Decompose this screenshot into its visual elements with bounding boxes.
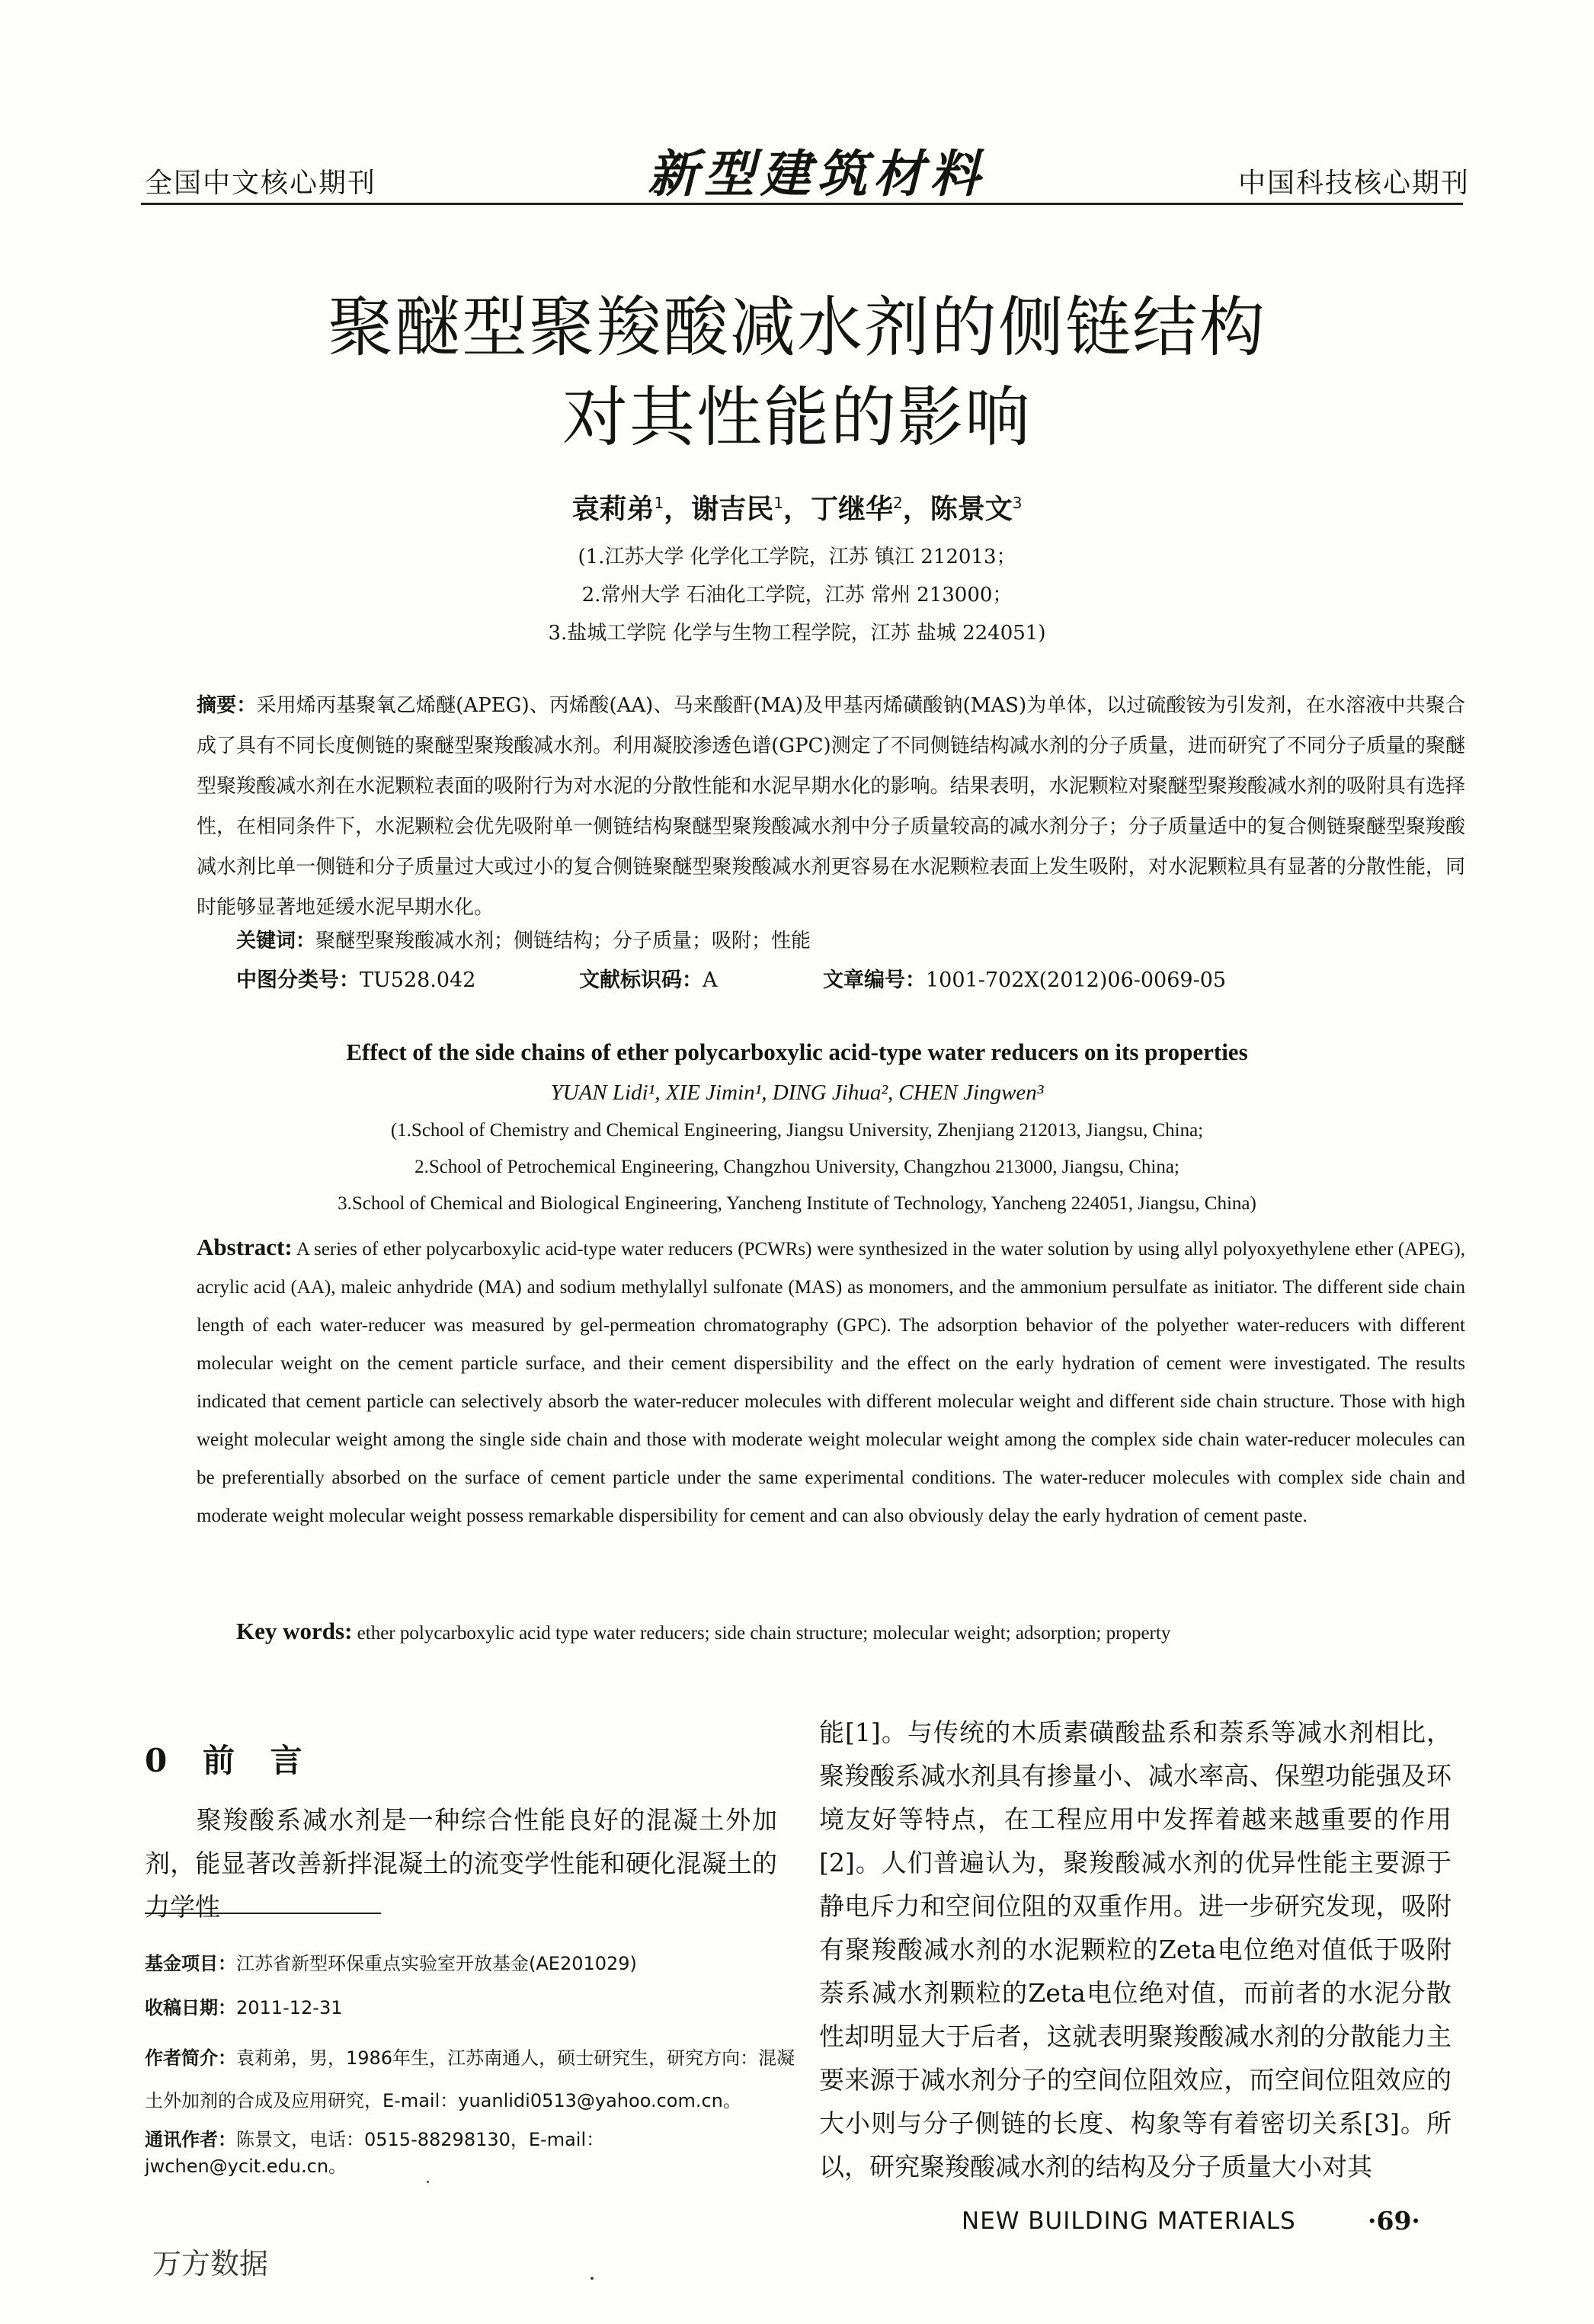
page-number: ·69· xyxy=(1368,2206,1420,2236)
document-code xyxy=(579,963,718,993)
author-list xyxy=(0,488,1594,527)
footnote-fund-text: 江苏省新型环保重点实验室开放基金(AE201029) xyxy=(236,1953,637,1974)
affiliation-line: 2.常州大学 石油化工学院，江苏 常州 213000； xyxy=(581,584,1013,607)
doc-code-label: 文献标识码： xyxy=(579,968,703,992)
author-affil-mark: 1 xyxy=(773,494,783,512)
keywords-cn-text: 聚醚型聚羧酸减水剂；侧链结构；分子质量；吸附；性能 xyxy=(315,930,811,952)
keywords-cn-label: 关键词： xyxy=(236,930,316,952)
author-name: 谢吉民 xyxy=(691,494,774,525)
footnote-corresponding-label: 通讯作者： xyxy=(145,2129,236,2150)
abstract-cn xyxy=(197,686,1465,928)
footnote-bio-label: 作者简介： xyxy=(145,2047,236,2069)
keywords-en-label: Key words: xyxy=(236,1618,353,1644)
body-paragraph-right: 能[1]。与传统的木质素磺酸盐系和萘系等减水剂相比，聚羧酸系减水剂具有掺量小、减水率高、保塑功能强及环境友好等特点，在工程应用中发挥着越来越重要的作用[2]。人们普遍认为，聚羧酸减水剂的优异性能主要源于静电斥力和空间位阻的双重作用。进一步研究发现，吸附有聚羧酸减水剂的水泥颗粒的Zeta电位绝对值低于吸附萘系减水剂颗粒的Zeta电位绝对值，而前者的水泥分散性却明显大于后者，这就表明聚羧酸减水剂的分散能力主要来源于减水剂分子的空间位阻效应，而空间位阻效应的大小则与分子侧链的长度、构象等有着密切关系[3]。所以，研究聚羧酸减水剂的结构及分子质量大小对其 xyxy=(819,1717,1452,2182)
footnote-fund-label: 基金项目： xyxy=(145,1953,236,1974)
clc-value: TU528.042 xyxy=(360,968,476,992)
article-number-label: 文章编号： xyxy=(823,968,926,992)
author-separator: ， xyxy=(783,494,811,525)
paper-title-line-1: 聚醚型聚羧酸减水剂的侧链结构 xyxy=(328,290,1266,366)
keywords-en xyxy=(236,1618,1467,1645)
paper-title-line-2: 对其性能的影响 xyxy=(562,379,1032,456)
abstract-en-label: Abstract: xyxy=(197,1234,293,1260)
affiliation-line: 3.盐城工学院 化学与生物工程学院，江苏 盐城 224051) xyxy=(548,622,1046,645)
header-right-label: 中国科技核心期刊 xyxy=(1238,168,1471,199)
journal-logo: 新型建筑材料 xyxy=(648,144,986,203)
header-left-label: 全国中文核心期刊 xyxy=(145,168,377,199)
author-separator: ， xyxy=(664,494,692,525)
footnote-bio-text: 袁莉弟，男，1986年生，江苏南通人，硕士研究生，研究方向：混凝土外加剂的合成及应用研究，E-mail：yuanlidi0513@yahoo.com.cn。 xyxy=(145,2047,795,2111)
author-name: 丁继华 xyxy=(811,494,894,525)
article-number-value: 1001-702X(2012)06-0069-05 xyxy=(926,968,1227,992)
footnote-received xyxy=(145,1993,800,2019)
article-number xyxy=(823,963,1226,993)
author-affil-mark: 3 xyxy=(1012,494,1023,512)
classification-number xyxy=(236,963,475,993)
affiliation-line: (1.江苏大学 化学化工学院，江苏 镇江 212013； xyxy=(578,546,1016,568)
abstract-cn-label: 摘要： xyxy=(197,694,257,717)
abstract-en-text: A series of ether polycarboxylic acid-type water reducers (PCWRs) were synthesized in the water solution by using allyl polyoxyethylene ether (APEG), acrylic acid (AA), maleic anhydride (MA) and sodium methylallyl sulfonate (MAS) as monomers, and the ammonium persulfate as initiator. The different side chain length of each water-reducer was measured by gel-permeation chromatography (GPC). The adsorption behavior of the polyether water-reducers with different molecular weight on the cement particle surface, and their cement dispersibility and the effect on the early hydration of cement were investigated. The results indicated that cement particle can selectively absorb the water-reducer molecules with different molecular weight and different side chain structure. Those with high weight molecular weight among the single side chain and those with moderate weight molecular weight among the complex side chain water-reducer molecules can be preferentially absorbed on the surface of cement particle under the same experimental conditions. The water-reducer molecules with complex side chain and moderate weight molecular weight possess remarkable dispersibility for cement and can also obviously delay the early hydration of cement paste. xyxy=(197,1239,1466,1526)
author-name: 陈景文 xyxy=(930,494,1013,525)
keywords-en-text: ether polycarboxylic acid type water reducers; side chain structure; molecular weight; adsorption; property xyxy=(357,1623,1171,1644)
footnote-corresponding-text: 陈景文，电话：0515-88298130，E-mail：jwchen@ycit.edu.cn。 xyxy=(145,2129,605,2177)
footnote-corresponding xyxy=(145,2124,800,2178)
english-authors: YUAN Lidi¹, XIE Jimin¹, DING Jihua², CHEN Jingwen³ xyxy=(550,1080,1044,1105)
wanfang-watermark: 万方数据 xyxy=(152,2247,269,2281)
doc-code-value: A xyxy=(703,968,718,992)
footnote-author-bio xyxy=(145,2037,800,2122)
footnote-rule xyxy=(145,1913,381,1914)
footnote-received-label: 收稿日期： xyxy=(145,1997,236,2018)
body-text-left-column xyxy=(145,1798,777,1929)
footnote-fund xyxy=(145,1948,800,1975)
body-paragraph-left: 聚羧酸系减水剂是一种综合性能良好的混凝土外加剂，能显著改善新拌混凝土的流变学性能和硬化混凝土的力学性 xyxy=(145,1805,777,1922)
abstract-en xyxy=(197,1228,1465,1535)
english-title: Effect of the side chains of ether polycarboxylic acid-type water reducers on its properties xyxy=(346,1039,1248,1065)
section-heading: 0 前 言 xyxy=(145,1742,315,1779)
english-affiliation-line: 2.School of Petrochemical Engineering, Changzhou University, Changzhou 213000, Jiangsu, China; xyxy=(415,1157,1179,1177)
scan-speck xyxy=(427,2181,429,2183)
author-separator: ， xyxy=(902,494,930,525)
english-affiliation-line: (1.School of Chemistry and Chemical Engineering, Jiangsu University, Zhenjiang 212013, Jiangsu, China; xyxy=(390,1120,1204,1141)
header-rule xyxy=(141,203,1463,205)
author-affil-mark: 1 xyxy=(654,494,664,512)
keywords-cn xyxy=(236,925,811,953)
english-affiliation-line: 3.School of Chemical and Biological Engineering, Yancheng Institute of Technology, Yancheng 224051, Jiangsu, China) xyxy=(338,1193,1256,1214)
author-name: 袁莉弟 xyxy=(571,494,655,525)
scan-speck xyxy=(591,2277,594,2280)
author-affil-mark: 2 xyxy=(893,494,903,512)
clc-label: 中图分类号： xyxy=(236,968,360,992)
abstract-cn-text: 采用烯丙基聚氧乙烯醚(APEG)、丙烯酸(AA)、马来酸酐(MA)及甲基丙烯磺酸钠(MAS)为单体，以过硫酸铵为引发剂，在水溶液中共聚合成了具有不同长度侧链的聚醚型聚羧酸减水剂。利用凝胶渗透色谱(GPC)测定了不同侧链结构减水剂的分子质量，进而研究了不同分子质量的聚醚型聚羧酸减水剂在水泥颗粒表面的吸附行为对水泥的分散性能和水泥早期水化的影响。结果表明，水泥颗粒对聚醚型聚羧酸减水剂的吸附具有选择性，在相同条件下，水泥颗粒会优先吸附单一侧链结构聚醚型聚羧酸减水剂中分子质量较高的减水剂分子；分子质量适中的复合侧链聚醚型聚羧酸减水剂比单一侧链和分子质量过大或过小的复合侧链聚醚型聚羧酸减水剂更容易在水泥颗粒表面上发生吸附，对水泥颗粒具有显著的分散性能，同时能够显著地延缓水泥早期水化。 xyxy=(197,694,1465,919)
footnote-received-date: 2011-12-31 xyxy=(236,1997,343,2018)
body-text-right-column xyxy=(819,1711,1452,2188)
footer-journal-name: NEW BUILDING MATERIALS xyxy=(962,2207,1296,2235)
